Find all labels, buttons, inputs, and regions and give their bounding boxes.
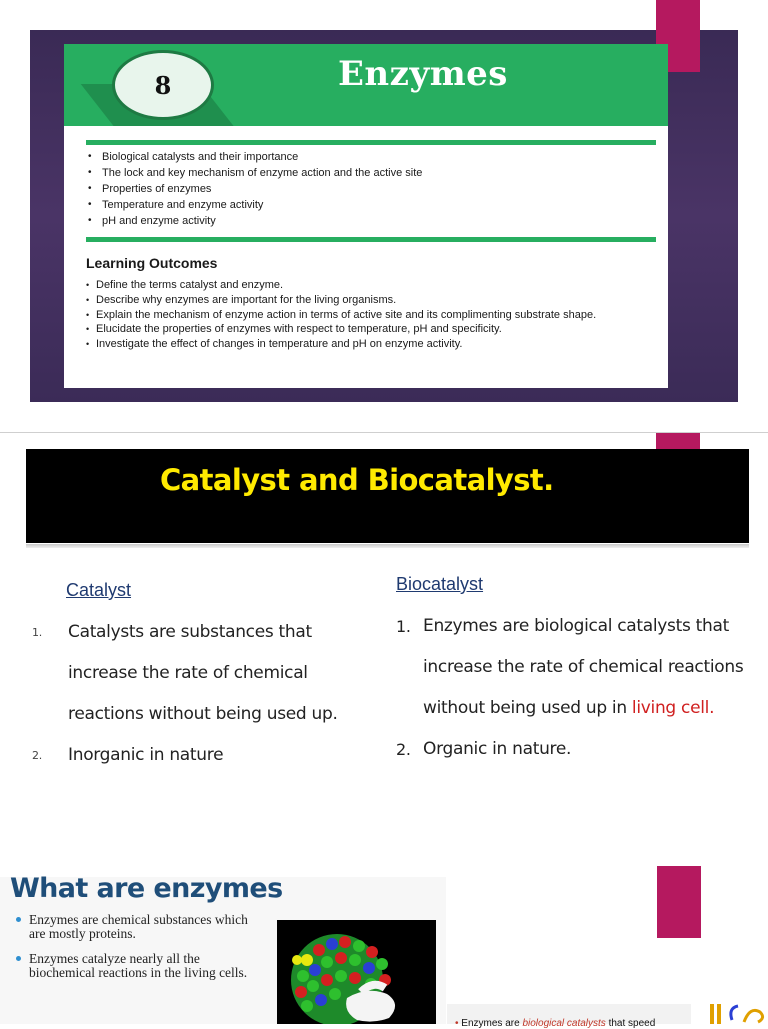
outcome-item: • Explain the mechanism of enzyme action in terms of active site and its complimenting substrate shape. — [86, 308, 642, 323]
strip-italic: biological catalysts — [522, 1018, 606, 1029]
learning-outcomes-list — [86, 278, 642, 352]
biocatalyst-item — [396, 606, 756, 729]
catalyst-item — [32, 735, 362, 776]
topic-item: • The lock and key mechanism of enzyme action and the active site — [86, 165, 422, 181]
next-slide-text: • Enzymes are biological catalysts that speed — [455, 1018, 656, 1029]
top-rule — [86, 140, 656, 145]
biocatalyst-item — [396, 729, 756, 770]
highlight-text: living cell. — [631, 698, 715, 718]
next-slide-strip — [447, 1004, 691, 1029]
outcome-item: • Elucidate the properties of enzymes with respect to temperature, pH and specificity. — [86, 322, 642, 337]
catalyst-heading: Catalyst — [66, 580, 132, 600]
topic-list — [86, 149, 422, 229]
biocatalyst-list — [396, 606, 756, 770]
strip-tail: that speed — [605, 1018, 656, 1029]
topic-item: • Properties of enzymes — [86, 181, 422, 197]
topic-item: • Biological catalysts and their importance — [86, 149, 422, 165]
item-number: 2. — [396, 740, 411, 759]
item-text: Enzymes are biological catalysts that increase the rate of chemical reactions without being used up in — [423, 616, 744, 718]
decorative-molecule-icon — [710, 1000, 768, 1024]
item-text: Organic in nature. — [423, 739, 572, 759]
slide-enzymes-chapter — [0, 0, 768, 432]
what-are-enzymes-title: What are enzymes — [10, 873, 283, 904]
item-text: Inorganic in nature — [68, 745, 224, 765]
catalyst-title-bar — [26, 449, 749, 543]
topic-item: • Temperature and enzyme activity — [86, 197, 422, 213]
item-number: 2. — [32, 749, 42, 762]
topic-item: • pH and enzyme activity — [86, 213, 422, 229]
middle-rule — [86, 237, 656, 242]
slide-divider — [0, 432, 768, 433]
catalyst-slide-title: Catalyst and Biocatalyst. — [160, 463, 554, 497]
chapter-number-badge: 8 — [112, 50, 214, 120]
enzyme-bullets — [14, 913, 264, 991]
title-underline — [26, 544, 749, 548]
outcome-item: • Investigate the effect of changes in temperature and pH on enzyme activity. — [86, 337, 642, 352]
strip-lead: Enzymes are — [461, 1018, 523, 1029]
item-number: 1. — [32, 626, 42, 639]
accent-tab — [656, 433, 700, 449]
protein-structure-icon — [277, 920, 436, 1024]
enzyme-bullet: Enzymes catalyze nearly all the biochemical reactions in the living cells. — [14, 952, 264, 979]
chapter-panel — [64, 44, 668, 388]
item-text: Catalysts are substances that increase the rate of chemical reactions without being used up. — [68, 622, 338, 724]
biocatalyst-heading: Biocatalyst — [396, 574, 484, 594]
item-number: 1. — [396, 617, 411, 636]
catalyst-list — [32, 612, 362, 776]
outcome-item: • Describe why enzymes are important for the living organisms. — [86, 293, 642, 308]
chapter-title: Enzymes — [338, 54, 508, 94]
enzyme-bullet: Enzymes are chemical substances which are mostly proteins. — [14, 913, 264, 940]
accent-tab — [657, 866, 701, 938]
learning-outcomes-heading: Learning Outcomes — [86, 255, 218, 271]
protein-molecule-image — [277, 920, 436, 1024]
catalyst-item — [32, 612, 362, 735]
outcome-item: • Define the terms catalyst and enzyme. — [86, 278, 642, 293]
chapter-banner — [64, 44, 668, 126]
